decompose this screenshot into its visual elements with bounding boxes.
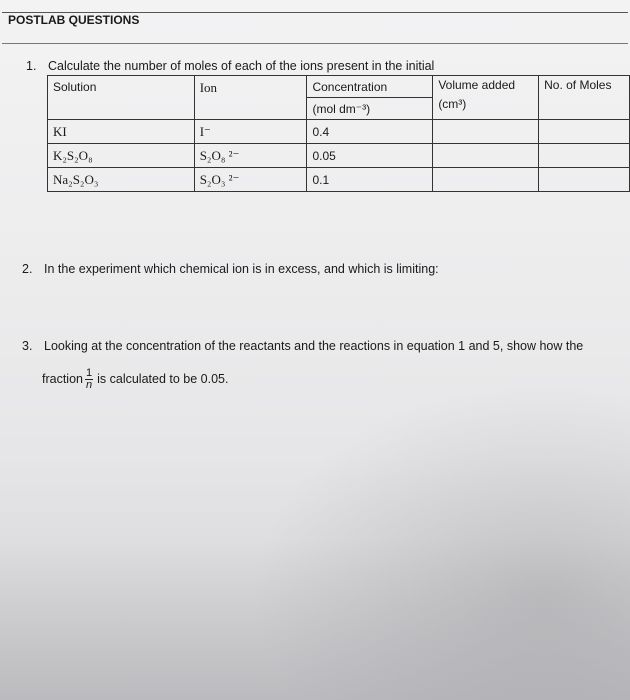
header-concentration-unit: (mol dm⁻³) — [307, 98, 433, 120]
question-3 — [22, 339, 583, 353]
cell-concentration: 0.05 — [307, 144, 433, 168]
question-3-text: Looking at the concentration of the reactants and the reactions in equation 1 and 5, show how the — [44, 339, 584, 353]
cell-volume[interactable] — [433, 120, 539, 144]
question-2-text: In the experiment which chemical ion is in excess, and which is limiting: — [44, 262, 439, 276]
question-2-number: 2. — [22, 262, 33, 276]
cell-ion: S₂O₈ ²⁻ — [194, 144, 307, 168]
cell-moles[interactable] — [539, 120, 630, 144]
header-ion: Ion — [194, 76, 307, 120]
fraction-prefix: fraction — [42, 371, 83, 386]
cell-moles[interactable] — [539, 144, 630, 168]
header-solution: Solution — [48, 76, 195, 120]
cell-volume[interactable] — [433, 144, 539, 168]
cell-solution: KI — [48, 120, 195, 144]
cell-concentration: 0.1 — [307, 168, 433, 192]
question-3-fraction-line — [42, 368, 228, 391]
table-row — [48, 144, 630, 168]
question-1-number: 1. — [26, 59, 37, 73]
fraction-one-over-n — [85, 368, 93, 391]
cell-solution: Na₂S₂O₃ — [48, 168, 195, 192]
cell-moles[interactable] — [539, 168, 630, 192]
fraction-suffix: is calculated to be 0.05. — [97, 371, 229, 386]
cell-volume[interactable] — [433, 168, 539, 192]
cell-ion: S₂O₃ ²⁻ — [194, 168, 307, 192]
header-volume — [433, 76, 539, 120]
section-title: POSTLAB QUESTIONS — [8, 13, 140, 27]
question-3-number: 3. — [22, 339, 33, 353]
ions-table — [47, 75, 630, 192]
table-row — [48, 120, 630, 144]
cell-concentration: 0.4 — [307, 120, 433, 144]
header-volume-label: Volume added — [438, 78, 516, 92]
table-row — [48, 168, 630, 192]
cell-solution: K₂S₂O₈ — [48, 144, 195, 168]
header-moles: No. of Moles — [539, 76, 630, 120]
cell-ion: I⁻ — [194, 120, 307, 144]
question-2 — [22, 262, 439, 276]
page-shadow-bottom — [0, 540, 630, 700]
header-concentration: Concentration — [307, 76, 433, 98]
header-volume-unit: (cm³) — [438, 97, 467, 111]
fraction-numerator: 1 — [86, 367, 93, 379]
fraction-denominator: n — [86, 379, 93, 391]
question-1 — [26, 59, 434, 73]
question-1-text: Calculate the number of moles of each of the ions present in the initial — [48, 59, 435, 73]
